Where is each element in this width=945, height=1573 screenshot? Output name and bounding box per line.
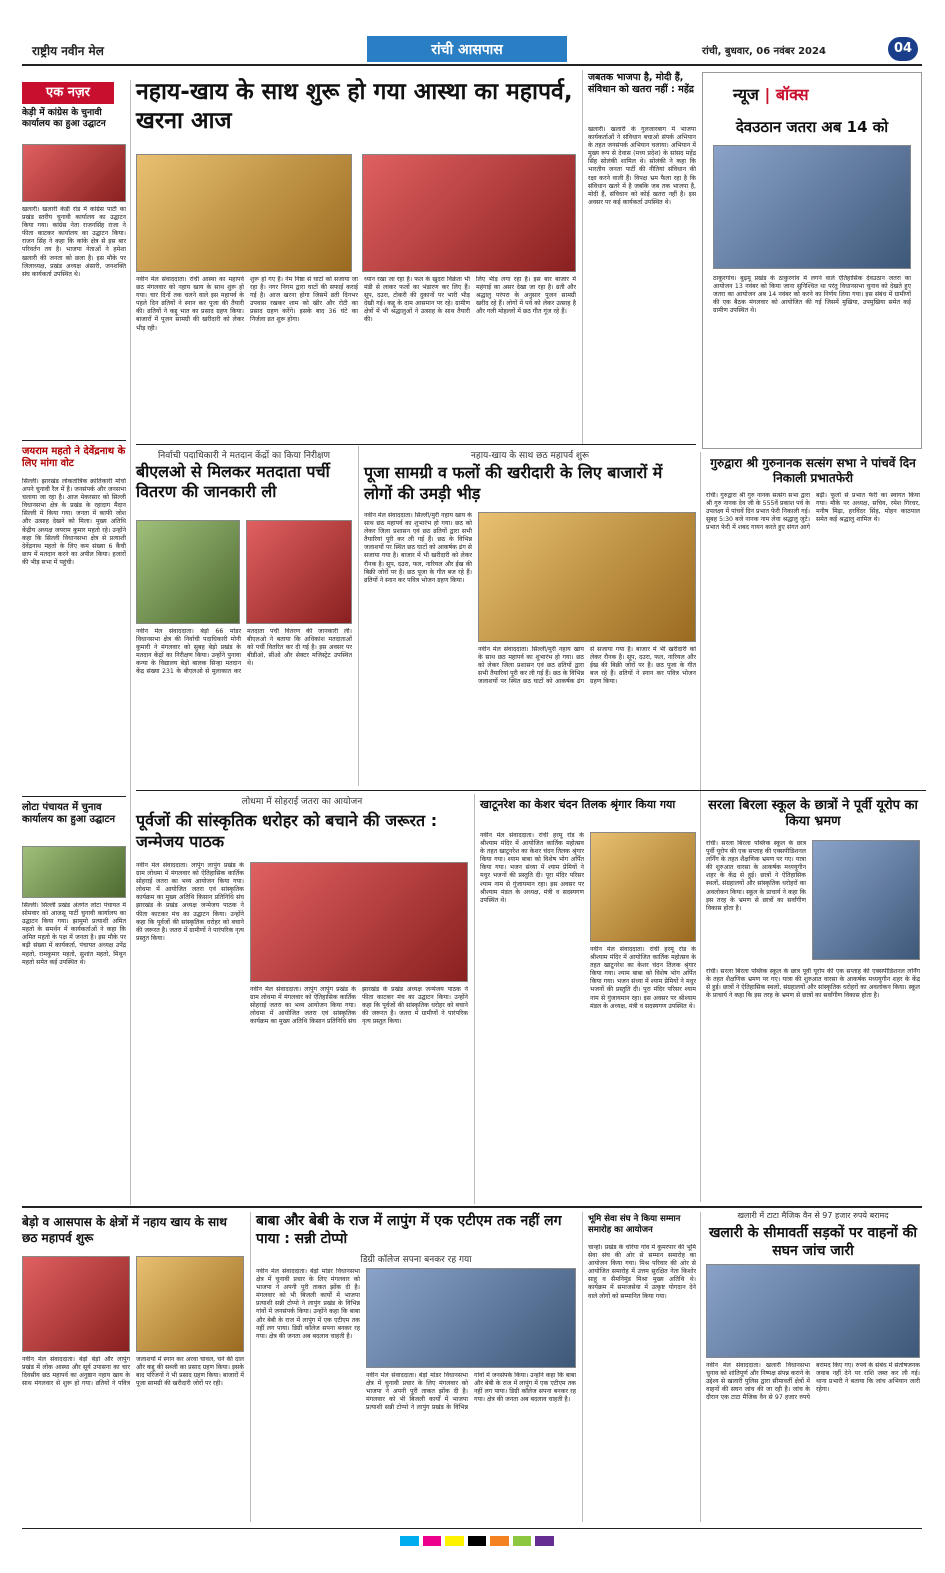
pooja-headline: पूजा सामग्री व फलों की खरीदारी के लिए बाजारों में लोगों की उमड़ी भीड़ <box>364 463 663 503</box>
khalari-kicker: खलारी में टाटा मैजिक वैन से 97 हजार रुपये बरामद <box>737 1211 889 1220</box>
left-story2-body: सिल्ली। झारखंड लोकतांत्रिक क्रांतिकारी मोर्चा अपने चुनावी रैल में है। जनसंपर्क और जनसभा चलाया जा रहा है। आज मेकरसार को सिल्ली विधानसभा क्षेत्र के प्रखंड के रहादाग मैदान सिल्ली में किया गया। जनता में काफी जोश और उत्साह देखने को मिला। मुख्य अतिथि केंद्रीय अध्यक्ष जयराम कुमार महतो रहे। उन्होंने कहा कि सिल्ली विधानसभा क्षेत्र से प्रत्याशी देवेंद्रनाथ महतो के लिए कम संख्या 6 कैंची छाप में मतदान करने का अपील किया। हजारों की भीड़ सभा में पहुंची। <box>22 478 126 566</box>
gurdwara-headline: गुरुद्वारा श्री गुरुनानक सत्संग सभा ने पांचवें दिन निकाली प्रभातफेरी <box>710 456 916 485</box>
khalari-body: नवीन मेल संवाददाता। खलारी विधानसभा चुनाव को शांतिपूर्ण और निष्पक्ष संपन्न कराने के उद्देश्य से खलारी पुलिस द्वारा सीमावर्ती क्षेत्रों में वाहनों की सघन जांच की जा रही है। जांच के दौरान एक टाटा मैजिक वैन से 97 हजार रुपये बरामद किए गए। रुपये के संबंध में संतोषजनक जवाब नहीं देने पर राशि जब्त कर ली गई। थाना प्रभारी ने बताया कि जांच अभियान जारी रहेगा। <box>706 1362 920 1402</box>
news-box-body: ठाकुरगांव। बुढ़मू प्रखंड के ठाकुरगांव में लगने वाले ऐतिहासिक देवउठान जतरा का आयोजन 13 नवंबर को किया जाना सुनिश्चित था परंतु विधानसभा चुनाव को देखते हुए जतरा का आयोजन अब 14 नवंबर को करने का निर्णय लिया गया। इस संबंध में ग्रामीणों की एक बैठक मंगलवार को आयोजित की गई जिसमें मुखिया, उपमुखिया समेत कई ग्रामीण उपस्थित थे। <box>713 275 911 315</box>
pooja-photo <box>478 512 696 642</box>
gurdwara-body: रांची। गुरुद्वारा श्री गुरु नानक सत्संग सभा द्वारा श्री गुरु नानक देव जी के 555वें प्रकाश पर्व के उपलक्ष्य में पांचवें दिन प्रभात फेरी निकाली गई। सुबह 5:30 बजे नानक नाम लेवा श्रद्धालु जुटे। प्रभात फेरी में शबद गायन करते हुए संगत आगे बढ़ी। फूलों से प्रभात फेरी का स्वागत किया गया। मौके पर अध्यक्ष, सचिव, रमेश गिरधर, मनीष मिढ़ा, हरविंदर सिंह, मोहन काठपाल समेत कई श्रद्धालु शामिल थे। <box>706 492 920 532</box>
khatu-body-b: नवीन मेल संवाददाता। रांची हरमू रोड के श्रीश्याम मंदिर में आयोजित कार्तिक महोत्सव के तहत खाटूनरेश का केशर चंदन तिलक श्रृंगार किया गया। श्याम बाबा को विशेष भोग अर्पित किया गया। भजन संध्या में श्याम प्रेमियों ने मधुर भजनों की प्रस्तुति दी। पूरा मंदिर परिसर श्याम नाम से गुंजायमान रहा। इस अवसर पर श्रीश्याम मंडल के अध्यक्ष, मंत्री व सदस्यगण उपस्थित थे। <box>590 946 696 1010</box>
sarala-headline: सरला बिरला स्कूल के छात्रों ने पूर्वी यूरोप का किया भ्रमण <box>708 798 918 829</box>
pooja-body-b: नवीन मेल संवाददाता। सिल्ली/मुरी नहाय खाय के साथ छठ महापर्व का शुभारंभ हो गया। छठ को लेकर जिला प्रशासन एवं छठ व्रतियों द्वारा सभी तैयारियां पूरी कर ली गई हैं। छठ के विभिन्न जलाशयों पर स्थित छठ घाटों को आकर्षक ढंग से सजाया गया है। बाजार में भी खरीदारी को लेकर रौनक है। सूप, दउरा, फल, नारियल और ईख की बिक्री जोरों पर है। छठ पूजा के गीत बज रहे हैं। व्रतियों ने स्नान कर पवित्र भोजन ग्रहण किया। <box>478 646 696 686</box>
sohrai-kicker: लोधमा में सोहराई जतरा का आयोजन <box>241 797 363 807</box>
lapung-subhead: डिग्री कॉलेज सपना बनकर रह गया <box>360 1255 472 1265</box>
footer-swatch <box>535 1536 554 1546</box>
blo-photo-2 <box>246 520 352 624</box>
section-title: रांची आसपास <box>431 42 503 58</box>
footer-registration-strip <box>400 1536 554 1546</box>
footer-swatch <box>490 1536 509 1546</box>
bero-body: नवीन मेल संवाददाता। बेड़ो बेड़ो और लापुंग प्रखंड में लोक आस्था और सूर्य उपासना का चार दिवसीय छठ महापर्व का अनुष्ठान नहाय खाय के साथ मंगलवार से शुरू हो गया। व्रतियों ने पवित्र जलाशयों में स्नान कर अरवा चावल, चने की दाल और कद्दू की सब्जी का प्रसाद ग्रहण किया। इसके बाद परिजनों ने भी प्रसाद ग्रहण किया। बाजारों में पूजा सामग्री की खरीदारी जोरों पर रही। <box>22 1356 244 1388</box>
pooja-body-a: नवीन मेल संवाददाता। सिल्ली/मुरी नहाय खाय के साथ छठ महापर्व का शुभारंभ हो गया। छठ को लेकर जिला प्रशासन एवं छठ व्रतियों द्वारा सभी तैयारियां पूरी कर ली गई हैं। छठ के विभिन्न जलाशयों पर स्थित छठ घाटों को आकर्षक ढंग से सजाया गया है। बाजार में भी खरीदारी को लेकर रौनक है। सूप, दउरा, फल, नारियल और ईख की बिक्री जोरों पर है। छठ पूजा के गीत बज रहे हैं। व्रतियों ने स्नान कर पवित्र भोजन ग्रहण किया। <box>364 512 472 584</box>
footer-swatch <box>468 1536 487 1546</box>
ek-nazar-label <box>22 82 114 104</box>
lapung-body-a: नवीन मेल संवाददाता। बेड़ो मांडर विधानसभा क्षेत्र में चुनावी प्रचार के लिए मंगलवार को भाजपा ने अपनी पूरी ताकत झोंक दी है। मंगलवार को भी बिजली कार्यों में भाजपा प्रत्याशी सन्नी टोप्पो ने लापुंग प्रखंड के विभिन्न गांवों में जनसंपर्क किया। उन्होंने कहा कि बाबा और बेबी के राज में लापुंग में एक एटीएम तक नहीं लग पाया। डिग्री कॉलेज सपना बनकर रह गया। क्षेत्र की जनता अब बदलाव चाहती है। <box>256 1268 360 1340</box>
sarala-body-a: रांची। सरला बिरला पब्लिक स्कूल के छात्र पूर्वी यूरोप की एक सप्ताह की एक्सपीडिशनल लर्निंग के तहत शैक्षणिक भ्रमण पर गए। यात्रा की शुरुआत वारसा के आकर्षक मध्ययुगीन शहर के केंद्र से हुई। छात्रों ने ऐतिहासिक स्थलों, संग्रहालयों और सांस्कृतिक धरोहरों का अवलोकन किया। स्कूल के प्राचार्य ने कहा कि इस तरह के भ्रमण से छात्रों का सर्वांगीण विकास होता है। <box>706 840 806 912</box>
sohrai-headline: पूर्वजों की सांस्कृतिक धरोहर को बचाने की जरूरत : जन्मेजय पाठक <box>136 811 438 851</box>
left-story1-body: खलारी। खलारी केडी रोड में कांग्रेस पार्टी का प्रखंड स्तरीय चुनावी कार्यालय का उद्घाटन किया गया। कांग्रेस नेता राजनसिंह राजा ने फीता काटकर कार्यालय का उद्घाटन किया। राजन सिंह ने कहा कि कांके क्षेत्र से इस बार परिवर्तन तय है। भाजपा नेताओं ने हमेशा खलारी की जनता को छला है। इस मौके पर जिलाध्यक्ष, प्रखंड अध्यक्ष अंसारी, जनशक्ति संघ कार्यकर्ता उपस्थित थे। <box>22 206 126 278</box>
bhumi-body: चान्हो। प्रखंड के चोरेया गांव में कुमरपार की भूमि सेवा संघ की ओर से सम्मान समारोह का आयोजन किया गया। मिश्र परिवार की ओर से आयोजित समारोह में उत्तम सुरक्षित नेता किशोर साहू व सैमनिमुंड मिश्रा मुख्य अतिथि थे। कार्यक्रम में समाजसेवा में उत्कृष्ट योगदान देने वाले लोगों को सम्मानित किया गया। <box>588 1244 696 1300</box>
ek-nazar-text: एक नज़र <box>46 85 90 100</box>
khalari-headline: खलारी के सीमावर्ती सड़कों पर वाहनों की सघन जांच जारी <box>708 1225 918 1259</box>
masthead-rule <box>22 64 922 66</box>
lead-body-3: ध्यान रखा जा रहा है। फल के खुदरा विक्रेता भी मंडी से लाकर फलों का भंडारण कर लिए हैं। सूप, दउरा, टोकरी की दुकानों पर भारी भीड़ देखी गई। कद्दू के दाम आसमान पर रहे। ग्रामीण क्षेत्रों में भी श्रद्धालुओं ने उत्साह के साथ तैयारी की। <box>364 276 470 324</box>
dateline: रांची, बुधवार, 06 नवंबर 2024 <box>702 46 826 57</box>
bero-photo-1 <box>22 1256 130 1352</box>
pooja-kicker: नहाय-खाय के साथ छठ महापर्व शुरू <box>470 451 590 461</box>
lapung-headline: बाबा और बेबी के राज में लापुंग में एक एटीएम तक नहीं लग पाया : सन्नी टोप्पो <box>256 1213 562 1247</box>
bero-headline: बेड़ो व आसपास के क्षेत्रों में नहाय खाय के साथ छठ महापर्व शुरू <box>22 1215 227 1245</box>
lead-photo-2 <box>362 154 576 272</box>
paper-name: राष्ट्रीय नवीन मेल <box>32 44 104 58</box>
left-story2-headline: जयराम महतो ने देवेंद्रनाथ के लिए मांगा वोट <box>22 446 126 469</box>
news-box-label-b: बॉक्स <box>775 85 809 104</box>
news-box-headline: देवउठान जतरा अब 14 को <box>735 118 889 136</box>
footer-swatch <box>400 1536 419 1546</box>
footer-swatch <box>445 1536 464 1546</box>
khatu-headline: खाटूनरेश का केशर चंदन तिलक श्रृंगार किया गया <box>480 798 676 811</box>
sohrai-body-b: नवीन मेल संवाददाता। लापुंग लापुंग प्रखंड के ग्राम लोधमा में मंगलवार को ऐतिहासिक कार्तिक सोहराई जतरा का भव्य आयोजन किया गया। लोधमा में आयोजित जतरा एवं सांस्कृतिक कार्यक्रम का मुख्य अतिथि किसान प्रतिनिधि संघ झारखंड के प्रखंड अध्यक्ष जन्मेजय पाठक ने फीता काटकर मंच का उद्घाटन किया। उन्होंने कहा कि पूर्वजों की सांस्कृतिक धरोहर को बचाने की जरूरत है। जतरा में ग्रामीणों ने पारंपरिक नृत्य प्रस्तुत किया। <box>250 986 468 1026</box>
khatu-body-a: नवीन मेल संवाददाता। रांची हरमू रोड के श्रीश्याम मंदिर में आयोजित कार्तिक महोत्सव के तहत खाटूनरेश का केशर चंदन तिलक श्रृंगार किया गया। श्याम बाबा को विशेष भोग अर्पित किया गया। भजन संध्या में श्याम प्रेमियों ने मधुर भजनों की प्रस्तुति दी। पूरा मंदिर परिसर श्याम नाम से गुंजायमान रहा। इस अवसर पर श्रीश्याम मंडल के अध्यक्ष, मंत्री व सदस्यगण उपस्थित थे। <box>480 832 584 904</box>
khalari-photo <box>706 1264 920 1358</box>
left-story3-headline: लोटा पंचायत में चुनाव कार्यालय का हुआ उद्घाटन <box>22 802 116 825</box>
lapung-body-b: नवीन मेल संवाददाता। बेड़ो मांडर विधानसभा क्षेत्र में चुनावी प्रचार के लिए मंगलवार को भाजपा ने अपनी पूरी ताकत झोंक दी है। मंगलवार को भी बिजली कार्यों में भाजपा प्रत्याशी सन्नी टोप्पो ने लापुंग प्रखंड के विभिन्न गांवों में जनसंपर्क किया। उन्होंने कहा कि बाबा और बेबी के राज में लापुंग में एक एटीएम तक नहीं लग पाया। डिग्री कॉलेज सपना बनकर रह गया। क्षेत्र की जनता अब बदलाव चाहती है। <box>366 1372 576 1412</box>
lead-headline: नहाय-खाय के साथ शुरू हो गया आस्था का महापर्व, खरना आज <box>136 79 573 134</box>
quote-body: खलारी। खलारी के गुलजारबाग में भाजपा कार्यकर्ताओं ने संविधान बचाओ संपर्क अभियान के तहत जनसंपर्क अभियान चलाया। अभियान में मुख्य रूप से देवास (मध्य प्रदेश) के सांसद महेंद्र सिंह सोलंकी शामिल थे। सोलंकी ने कहा कि भारतीय जनता पार्टी की नीतियां संविधान की रक्षा करने वाली हैं। विपक्ष भ्रम फैला रहा है कि संविधान खतरे में है जबकि जब तक भाजपा है, मोदी हैं, संविधान को कोई खतरा नहीं है। इस अवसर पर कई कार्यकर्ता उपस्थित थे। <box>588 126 696 206</box>
lead-body-1: नवीन मेल संवाददाता। रांची आस्था का महापर्व छठ मंगलवार को नहाय खाय के साथ शुरू हो गया। चार दिनों तक चलने वाले इस महापर्व के पहले दिन व्रतियों ने स्नान कर पूजा की तैयारी की। व्रतियों ने कद्दू भात का प्रसाद ग्रहण किया। बाजारों में पूजन सामग्री की खरीदारी को लेकर भीड़ रही। <box>136 276 244 332</box>
left-story1-headline: केड़ी में कांग्रेस के चुनावी कार्यालय का हुआ उद्घाटन <box>22 108 106 129</box>
page-number: 04 <box>888 37 918 61</box>
left-story3-photo <box>22 846 126 898</box>
left-story1-photo <box>22 144 126 202</box>
blo-body: नवीन मेल संवाददाता। बेड़ो 66 मांडर विधानसभा क्षेत्र की निर्वाची पदाधिकारी मोनी कुमारी ने मंगलवार को सुबह बेड़ो प्रखंड के मतदान केंद्रों का निरीक्षण किया। उन्होंने पुनावा कन्या के विद्यालय बेड़ो बालक सिन्हा मतदान केंद्र संख्या 231 के बीएलओ से मुलाकात कर मतदाता पर्ची वितरण की जानकारी ली। बीएलओ ने बताया कि अधिकांश मतदाताओं को पर्ची वितरित कर दी गई है। इस अवसर पर बीडीओ, सीओ और सेक्टर मजिस्ट्रेट उपस्थित थे। <box>136 628 352 676</box>
sarala-body-b: रांची। सरला बिरला पब्लिक स्कूल के छात्र पूर्वी यूरोप की एक सप्ताह की एक्सपीडिशनल लर्निंग के तहत शैक्षणिक भ्रमण पर गए। यात्रा की शुरुआत वारसा के आकर्षक मध्ययुगीन शहर के केंद्र से हुई। छात्रों ने ऐतिहासिक स्थलों, संग्रहालयों और सांस्कृतिक धरोहरों का अवलोकन किया। स्कूल के प्राचार्य ने कहा कि इस तरह के भ्रमण से छात्रों का सर्वांगीण विकास होता है। <box>706 968 920 1000</box>
bero-photo-2 <box>136 1256 244 1352</box>
lead-body-4: लिए भीड़ लगा रहा है। इस बार बाजार में महंगाई का असर देखा जा रहा है। व्रती और श्रद्धालु परंपरा के अनुसार पूजन सामग्री खरीद रहे हैं। लोगों में पर्व को लेकर उत्साह है और गली मोहल्लों में छठ गीत गूंज रहे हैं। <box>476 276 576 316</box>
news-box <box>702 72 922 449</box>
bhumi-headline: भूमि सेवा संघ ने किया सम्मान समारोह का आयोजन <box>588 1214 681 1235</box>
sohrai-body-a: नवीन मेल संवाददाता। लापुंग लापुंग प्रखंड के ग्राम लोधमा में मंगलवार को ऐतिहासिक कार्तिक सोहराई जतरा का भव्य आयोजन किया गया। लोधमा में आयोजित जतरा एवं सांस्कृतिक कार्यक्रम का मुख्य अतिथि किसान प्रतिनिधि संघ झारखंड के प्रखंड अध्यक्ष जन्मेजय पाठक ने फीता काटकर मंच का उद्घाटन किया। उन्होंने कहा कि पूर्वजों की सांस्कृतिक धरोहर को बचाने की जरूरत है। जतरा में ग्रामीणों ने पारंपरिक नृत्य प्रस्तुत किया। <box>136 862 244 942</box>
sarala-photo <box>812 840 920 960</box>
lead-body-2: शुरू हो गए हैं। नेम निष्ठा से घाटों को सजाया जा रहा है। नगर निगम द्वारा घाटों की सफाई कराई गई है। आज खरना होगा जिसमें व्रती दिनभर उपवास रखकर शाम को खीर और रोटी का प्रसाद ग्रहण करेंगे। इसके बाद 36 घंटे का निर्जला व्रत शुरू होगा। <box>250 276 358 324</box>
masthead <box>22 36 922 62</box>
khatu-photo <box>590 832 696 942</box>
blo-photo-1 <box>136 520 240 624</box>
footer-swatch <box>423 1536 442 1546</box>
lapung-photo <box>366 1268 576 1368</box>
news-box-divider: | <box>764 85 776 104</box>
news-box-photo <box>713 145 911 269</box>
footer-swatch <box>513 1536 532 1546</box>
quote-headline: जबतक भाजपा है, मोदी हैं, संविधान को खतरा नहीं : महेंद्र <box>588 72 694 95</box>
news-box-label-a: न्यूज <box>733 85 759 104</box>
lead-photo-1 <box>136 154 352 272</box>
blo-kicker: निर्वाची पदाधिकारी ने मतदान केंद्रों का किया निरीक्षण <box>157 451 331 461</box>
left-story3-body: सिल्ली। सिल्ली प्रखंड अंतर्गत लोटा पंचायत में सोमवार को आजसू पार्टी चुनावी कार्यालय का उद्घाटन किया गया। झामुमो प्रत्याशी अमित महतो के समर्थन में कार्यकर्ताओं ने कहा कि अमित महतो के पक्ष में जनता है। इस मौके पर बढ़ी संख्या में कार्यकर्ता, पंचायत अध्यक्ष उपेंद्र महतो, रामकुमार महतो, सुशांत महतो, मिथुन महतो समेत कई उपस्थित थे। <box>22 902 126 966</box>
blo-headline: बीएलओ से मिलकर मतदाता पर्ची वितरण की जानकारी ली <box>136 462 330 501</box>
sohrai-photo <box>250 862 468 982</box>
